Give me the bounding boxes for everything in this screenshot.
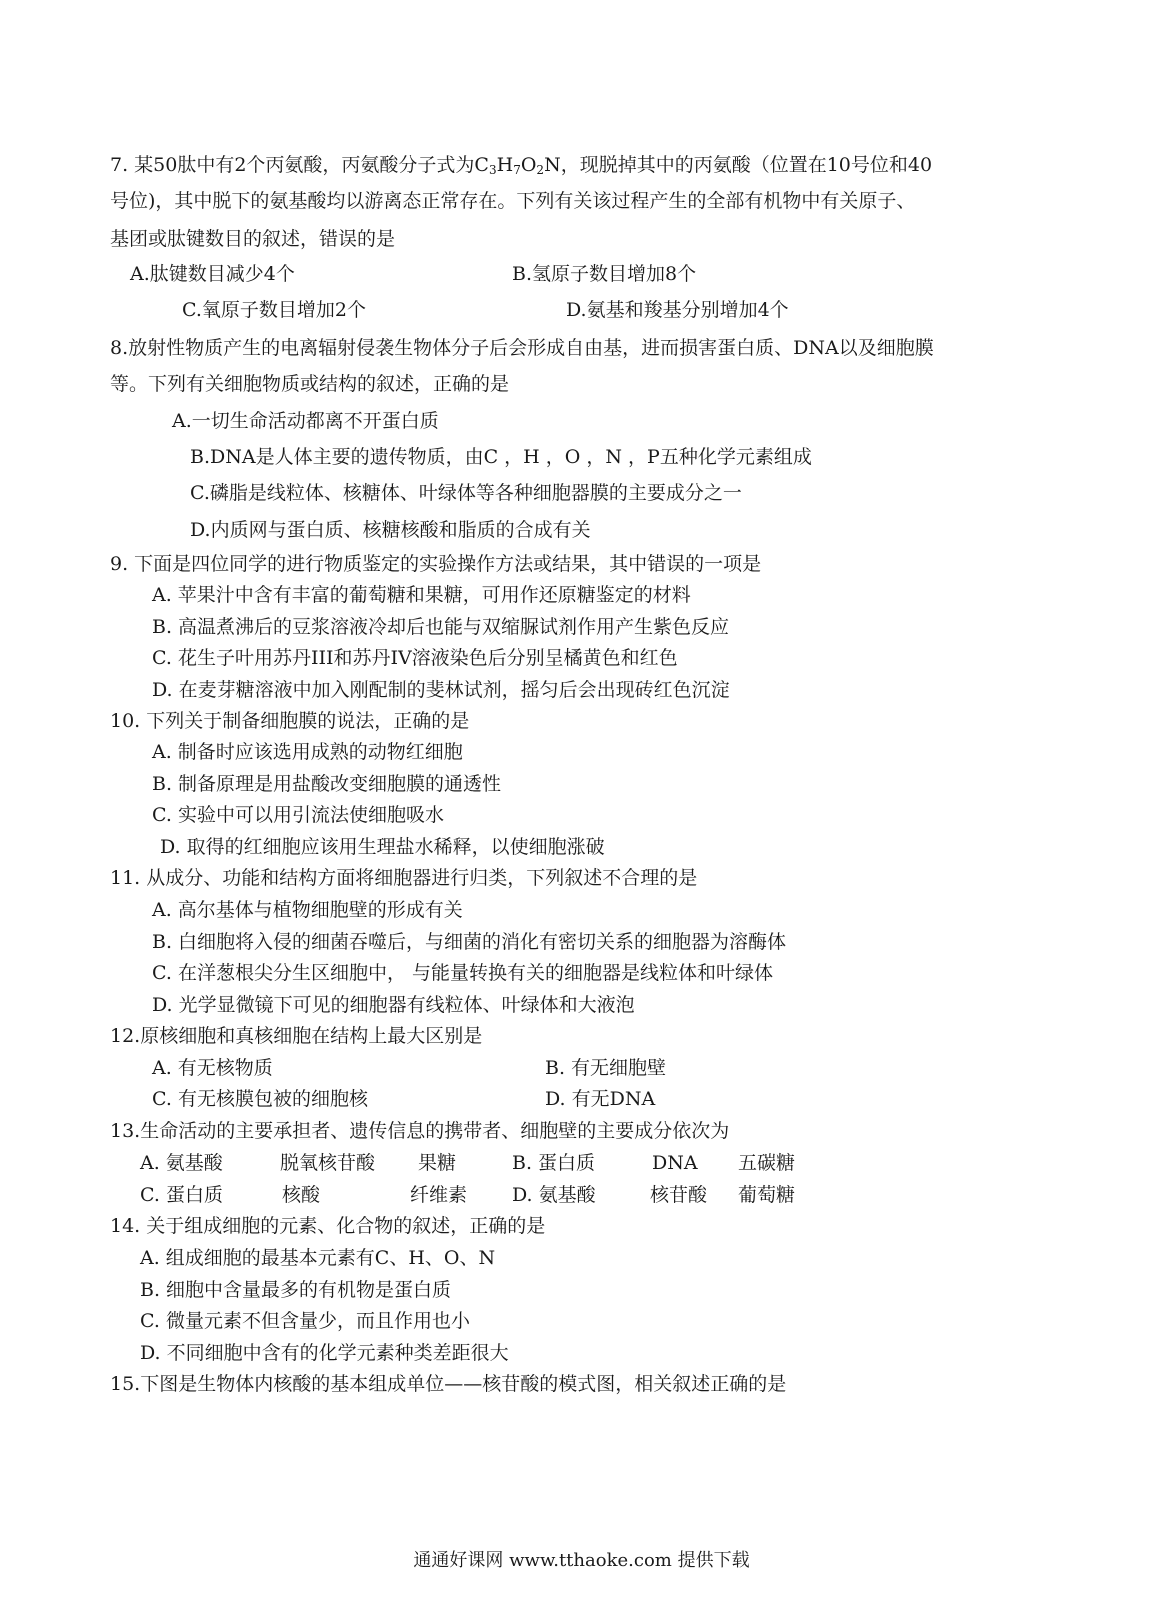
q13-stem: 13.生命活动的主要承担者、遗传信息的携带者、细胞壁的主要成分依次为 xyxy=(110,1120,730,1142)
q10-option-a: A. 制备时应该选用成熟的动物红细胞 xyxy=(152,741,463,763)
q13-option-b: B. 蛋白质 xyxy=(512,1152,596,1174)
q13-option-d-3: 葡萄糖 xyxy=(738,1184,796,1206)
q7-text-a: 7. 某50肽中有2个丙氨酸，丙氨酸分子式为C xyxy=(110,154,489,176)
page-footer: 通通好课网 www.tthaoke.com 提供下载 xyxy=(413,1550,750,1571)
q13-option-a-3: 果糖 xyxy=(418,1152,457,1174)
q7-sub-2: 7 xyxy=(513,163,521,177)
q14-option-d: D. 不同细胞中含有的化学元素种类差距很大 xyxy=(140,1342,509,1364)
q8-stem-line1: 8.放射性物质产生的电离辐射侵袭生物体分子后会形成自由基，进而损害蛋白质、DNA以及细胞膜 xyxy=(110,337,934,359)
q15-stem: 15.下图是生物体内核酸的基本组成单位——核苷酸的模式图，相关叙述正确的是 xyxy=(110,1373,787,1395)
q7-text-c: O xyxy=(520,154,537,176)
q9-option-c: C. 花生子叶用苏丹III和苏丹IV溶液染色后分别呈橘黄色和红色 xyxy=(152,647,678,669)
q13-option-b-3: 五碳糖 xyxy=(738,1152,796,1174)
q10-option-d: D. 取得的红细胞应该用生理盐水稀释，以使细胞涨破 xyxy=(160,836,605,858)
q12-stem: 12.原核细胞和真核细胞在结构上最大区别是 xyxy=(110,1025,483,1047)
q13-option-c-2: 核酸 xyxy=(282,1184,321,1206)
q9-option-b: B. 高温煮沸后的豆浆溶液冷却后也能与双缩脲试剂作用产生紫色反应 xyxy=(152,616,730,638)
q9-stem: 9. 下面是四位同学的进行物质鉴定的实验操作方法或结果，其中错误的一项是 xyxy=(110,553,762,575)
q13-option-d-2: 核苷酸 xyxy=(650,1184,708,1206)
q12-option-a: A. 有无核物质 xyxy=(152,1057,273,1079)
q7-stem-line1 xyxy=(110,153,932,177)
q7-stem-line3: 基团或肽键数目的叙述，错误的是 xyxy=(110,228,396,250)
q11-option-a: A. 高尔基体与植物细胞壁的形成有关 xyxy=(152,899,463,921)
q11-option-c: C. 在洋葱根尖分生区细胞中， 与能量转换有关的细胞器是线粒体和叶绿体 xyxy=(152,962,773,984)
q7-text-d: N，现脱掉其中的丙氨酸（位置在10号位和40 xyxy=(544,154,933,176)
q12-option-d: D. 有无DNA xyxy=(545,1088,656,1110)
q14-stem: 14. 关于组成细胞的元素、化合物的叙述，正确的是 xyxy=(110,1215,546,1237)
q7-option-c: C.氧原子数目增加2个 xyxy=(182,299,366,321)
q7-sub-1: 3 xyxy=(488,163,497,177)
q7-text-b: H xyxy=(496,154,514,176)
q14-option-b: B. 细胞中含量最多的有机物是蛋白质 xyxy=(140,1279,452,1301)
q11-option-b: B. 白细胞将入侵的细菌吞噬后，与细菌的消化有密切关系的细胞器为溶酶体 xyxy=(152,931,787,953)
q11-stem: 11. 从成分、功能和结构方面将细胞器进行归类，下列叙述不合理的是 xyxy=(110,867,698,889)
q8-option-c: C.磷脂是线粒体、核糖体、叶绿体等各种细胞器膜的主要成分之一 xyxy=(190,482,742,504)
q7-option-d: D.氨基和羧基分别增加4个 xyxy=(566,299,789,321)
q13-option-c-3: 纤维素 xyxy=(410,1184,468,1206)
q7-sub-3: 2 xyxy=(536,163,545,177)
q14-option-c: C. 微量元素不但含量少，而且作用也小 xyxy=(140,1310,470,1332)
q8-stem-line2: 等。下列有关细胞物质或结构的叙述，正确的是 xyxy=(110,373,510,395)
q9-option-d: D. 在麦芽糖溶液中加入刚配制的斐林试剂，摇匀后会出现砖红色沉淀 xyxy=(152,679,730,701)
q13-option-d: D. 氨基酸 xyxy=(512,1184,596,1206)
q8-option-a: A.一切生命活动都离不开蛋白质 xyxy=(172,410,439,432)
q12-option-c: C. 有无核膜包被的细胞核 xyxy=(152,1088,368,1110)
q10-option-c: C. 实验中可以用引流法使细胞吸水 xyxy=(152,804,444,826)
q8-option-b: B.DNA是人体主要的遗传物质，由C ，H ，O ，N ，P五种化学元素组成 xyxy=(190,446,812,468)
q13-option-a-2: 脱氧核苷酸 xyxy=(280,1152,376,1174)
q9-option-a: A. 苹果汁中含有丰富的葡萄糖和果糖，可用作还原糖鉴定的材料 xyxy=(152,584,691,606)
q10-stem: 10. 下列关于制备细胞膜的说法，正确的是 xyxy=(110,710,470,732)
q7-option-b: B.氢原子数目增加8个 xyxy=(512,263,697,285)
q10-option-b: B. 制备原理是用盐酸改变细胞膜的通透性 xyxy=(152,773,502,795)
q13-option-b-2: DNA xyxy=(652,1152,698,1174)
q13-option-a: A. 氨基酸 xyxy=(140,1152,223,1174)
q11-option-d: D. 光学显微镜下可见的细胞器有线粒体、叶绿体和大液泡 xyxy=(152,994,635,1016)
q7-stem-line2: 号位)，其中脱下的氨基酸均以游离态正常存在。下列有关该过程产生的全部有机物中有关原子、 xyxy=(110,190,916,212)
q13-option-c: C. 蛋白质 xyxy=(140,1184,223,1206)
q12-option-b: B. 有无细胞壁 xyxy=(545,1057,667,1079)
q7-option-a: A.肽键数目减少4个 xyxy=(130,263,295,285)
q14-option-a: A. 组成细胞的最基本元素有C、H、O、N xyxy=(140,1247,496,1269)
q8-option-d: D.内质网与蛋白质、核糖核酸和脂质的合成有关 xyxy=(190,519,591,541)
